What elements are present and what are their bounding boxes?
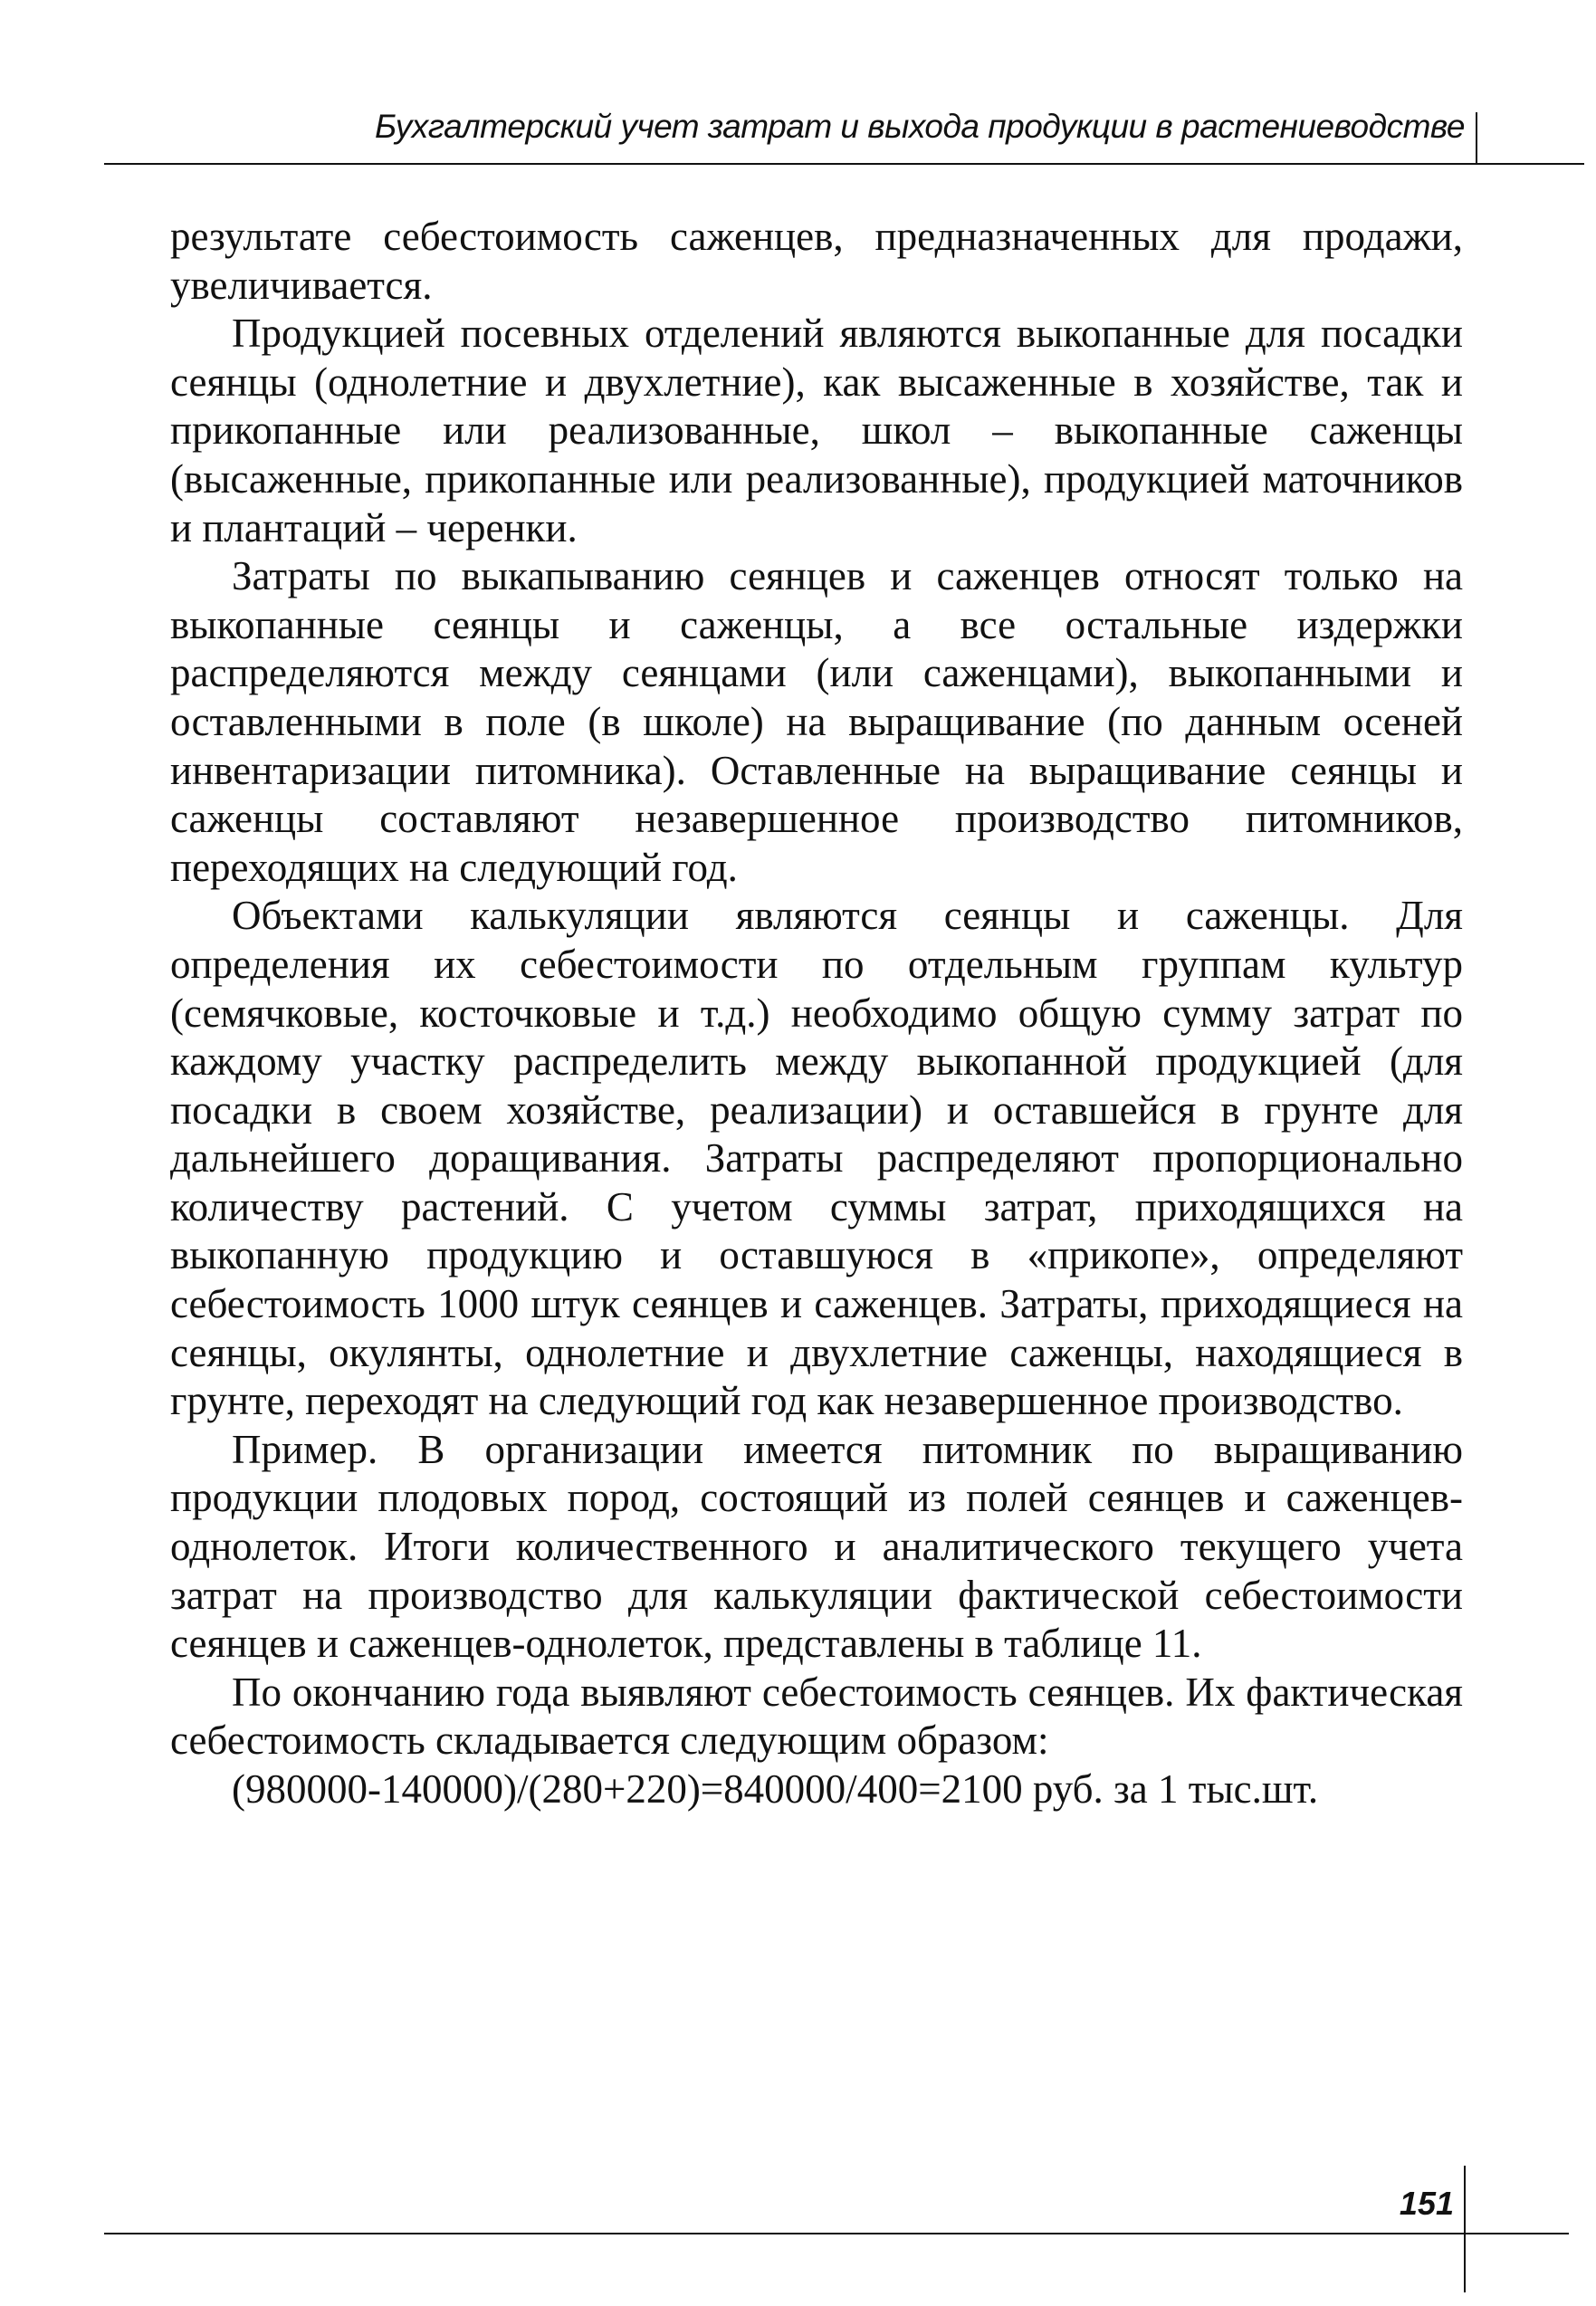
header-vertical-tick [1476,112,1477,163]
paragraph-costing-objects: Объектами калькуляции являются сеянцы и саженцы. Для определения их себестоимости по отдельным группам культур (семячковые, косточковые и т.д.) необходимо общую сумму затрат по каждому участку распределить между выкопанной продукцией (для посадки в своем хозяйстве, реализации) и оставшейся в грунте для дальнейшего доращивания. Затраты распределяют пропорционально количеству растений. С учетом суммы затрат, приходящихся на выкопанную продукцию и оставшуюся в «прикопе», определяют себестоимость 1000 штук сеянцев и саженцев. Затраты, приходящиеся на сеянцы, окулянты, однолетние и двухлетние саженцы, находящиеся в грунте, переходят на следующий год как незавершенное производство. [170,893,1463,1424]
page-number: 151 [1399,2185,1454,2222]
header-rule [104,163,1584,165]
footer-rule [104,2233,1569,2234]
paragraph-example: Пример. В организации имеется питомник по выращиванию продукции плодовых пород, состоящий из полей сеянцев и саженцев-однолеток. Итоги количественного и аналитического текущего учета затрат на производство для калькуляции фактической себестоимости сеянцев и саженцев-однолеток, представлены в таблице 11. [170,1426,1463,1667]
paragraph-continuation: результате себестоимость саженцев, предназначенных для продажи, увеличивается. [170,214,1463,308]
page-body [170,213,1463,1814]
running-head-title: Бухгалтерский учет затрат и выхода продукции в растениеводстве [374,108,1465,145]
paragraph-year-end-cost: По окончанию года выявляют себестоимость сеянцев. Их фактическая себестоимость складывается следующим образом: [170,1669,1463,1764]
paragraph-digging-costs: Затраты по выкапыванию сеянцев и саженцев относят только на выкопанные сеянцы и саженцы, а все остальные издержки распределяются между сеянцами (или саженцами), выкопанными и оставленными в поле (в школе) на выращивание (по данным осеней инвентаризации питомника). Оставленные на выращивание сеянцы и саженцы составляют незавершенное производство питомников, переходящих на следующий год. [170,553,1463,890]
cost-formula: (980000-140000)/(280+220)=840000/400=2100 руб. за 1 тыс.шт. [232,1766,1319,1812]
paragraph-nursery-products: Продукцией посевных отделений являются выкопанные для посадки сеянцы (однолетние и двухлетние), как высаженные в хозяйстве, так и прикопанные или реализованные, школ – выкопанные саженцы (высаженные, прикопанные или реализованные), продукцией маточников и плантаций – черенки. [170,311,1463,550]
footer-vertical-line [1464,2166,1466,2292]
